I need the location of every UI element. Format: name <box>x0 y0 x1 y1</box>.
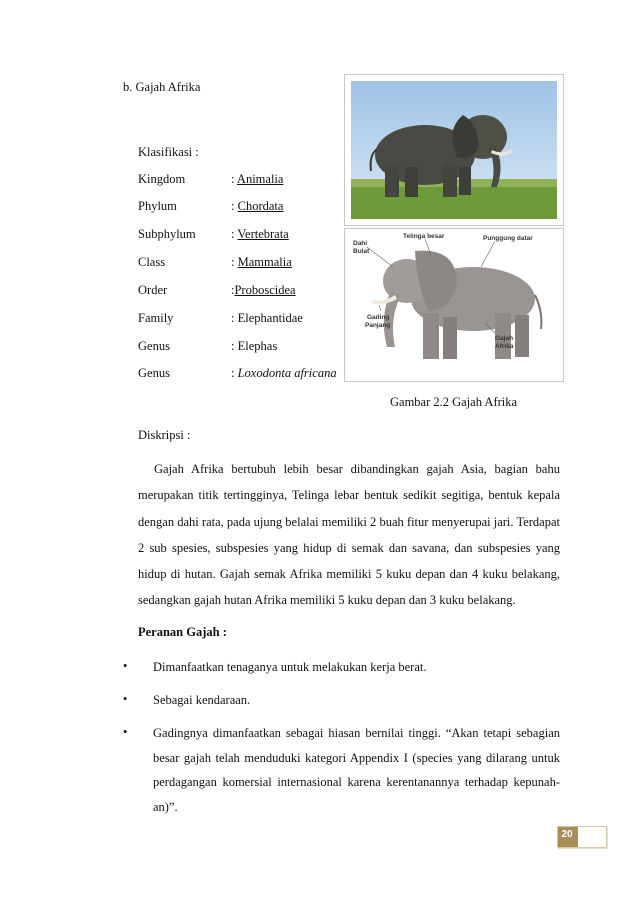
label-panjang: Panjang <box>365 322 391 329</box>
taxonomy-value: : Mammalia <box>231 255 292 269</box>
description-paragraph: Gajah Afrika bertubuh lebih besar dibandingkan gajah Asia, bagian bahu merupakan titik tertingginya, Telinga lebar bentuk sedikit segitiga, bentuk kepala dengan dahi rata, pada ujung belalai memiliki 2 buah fitur menyerupai jari. Terdapat 2 sub spesies, subspesies yang hidup di semak dan savana, dan subspesies yang hidup di hutan. Gajah semak Afrika memiliki 5 kuku depan dan 4 kuku belakang, sedangkan gajah hutan Afrika memiliki 5 kuku depan dan 3 kuku belakang. <box>138 462 560 608</box>
roles-heading: Peranan Gajah : <box>138 625 227 639</box>
label-dahi: Dahi <box>353 240 368 247</box>
label-gading: Gading <box>367 314 390 321</box>
taxonomy-value: : Loxodonta africana <box>231 366 337 380</box>
taxonomy-key: Phylum <box>138 199 177 213</box>
bullet-symbol: • <box>123 725 128 739</box>
taxonomy-value: : Vertebrata <box>231 227 289 241</box>
elephant-diagram <box>344 228 564 382</box>
taxonomy-value: : Elephantidae <box>231 311 303 325</box>
taxonomy-key: Genus <box>138 339 170 353</box>
label-telinga: Telinga besar <box>403 233 445 240</box>
list-item: Gadingnya dimanfaatkan sebagai hiasan bernilai tinggi. “Akan tetapi sebagian besar gajah telah menduduki kategori Appendix I (species yang dilarang untuk perdagangan komersial internasional karena kerentanannya terhadap kepunah-an)”. <box>153 726 560 814</box>
bullet-symbol: • <box>123 692 128 706</box>
label-gajah: Gajah <box>495 335 514 342</box>
description-label: Diskripsi : <box>138 428 191 442</box>
label-punggung: Punggung datar <box>483 235 533 242</box>
label-bulat: Bulat <box>353 248 370 255</box>
taxonomy-key: Kingdom <box>138 172 186 186</box>
label-afrika: Afrika <box>495 343 514 350</box>
taxonomy-key: Order <box>138 283 168 297</box>
list-item: Dimanfaatkan tenaganya untuk melakukan kerja berat. <box>153 660 427 674</box>
taxonomy-key: Class <box>138 255 166 269</box>
figure-caption: Gambar 2.2 Gajah Afrika <box>390 395 518 409</box>
taxonomy-value: : Animalia <box>231 172 284 186</box>
taxonomy-key: Subphylum <box>138 227 196 241</box>
page-number: 20 <box>561 829 573 840</box>
taxonomy-value: : Elephas <box>231 339 278 353</box>
taxonomy-key: Family <box>138 311 174 325</box>
section-heading: b. Gajah Afrika <box>123 80 201 94</box>
taxonomy-value: : Chordata <box>231 199 284 213</box>
bullet-symbol: • <box>123 659 128 673</box>
classification-label: Klasifikasi : <box>138 145 199 159</box>
elephant-photo <box>344 74 564 226</box>
taxonomy-value: :Proboscidea <box>231 283 296 297</box>
taxonomy-key: Genus <box>138 366 170 380</box>
list-item: Sebagai kendaraan. <box>153 693 251 707</box>
